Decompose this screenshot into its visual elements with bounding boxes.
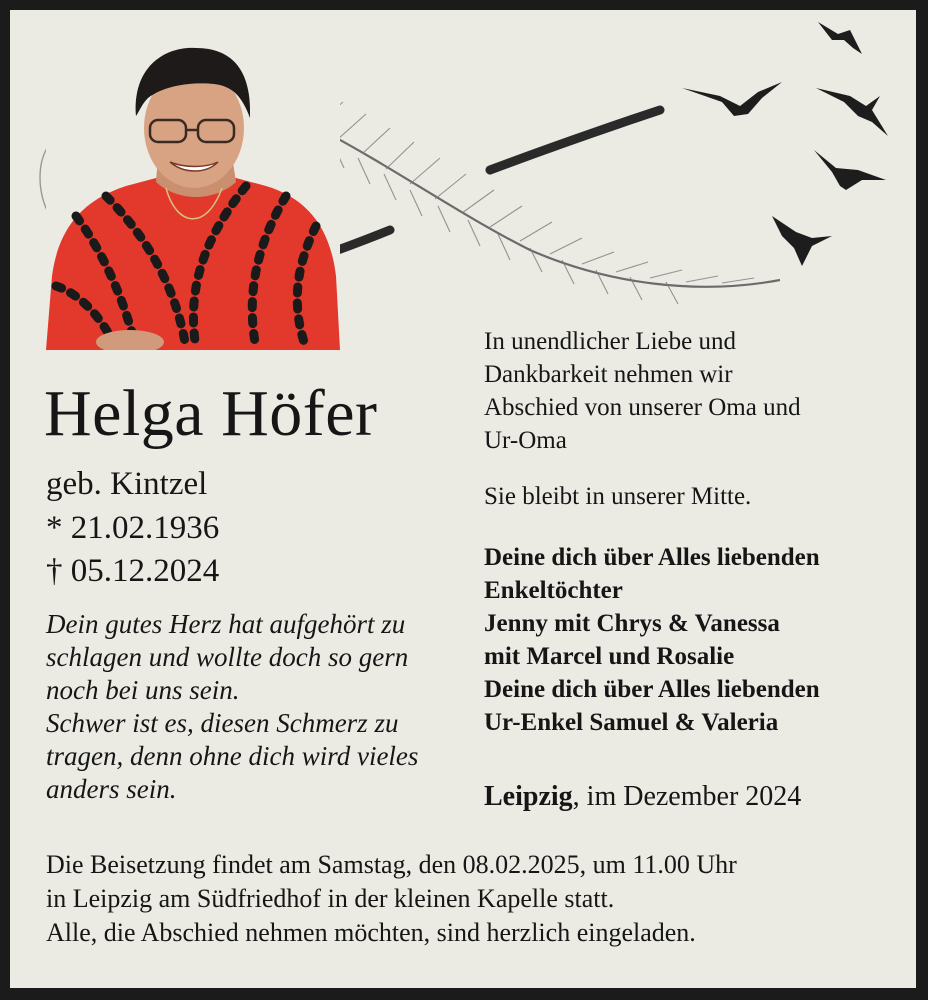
- intro-line: Abschied von unserer Oma und: [484, 394, 801, 421]
- intro-text: [484, 325, 904, 457]
- deceased-name: Helga Höfer: [44, 377, 378, 450]
- funeral-line: Alle, die Abschied nehmen möchten, sind herzlich eingeladen.: [46, 918, 696, 947]
- place-date-text: , im Dezember 2024: [572, 781, 802, 812]
- poem-line: anders sein.: [46, 774, 177, 804]
- obituary-card: [10, 10, 916, 988]
- birth-name: geb. Kintzel: [46, 466, 208, 502]
- poem-line: Schwer ist es, diesen Schmerz zu: [46, 708, 399, 738]
- birth-date: * 21.02.1936: [46, 510, 220, 546]
- bird-icon: [816, 88, 888, 136]
- family-line: Enkeltöchter: [484, 577, 623, 604]
- middle-line: Sie bleibt in unserer Mitte.: [484, 483, 752, 510]
- poem-line: Dein gutes Herz hat aufgehört zu: [46, 609, 406, 639]
- portrait-photo: [46, 36, 340, 350]
- funeral-notice: [46, 848, 906, 950]
- poem: [46, 608, 466, 806]
- family-line: Deine dich über Alles liebenden: [484, 544, 820, 571]
- poem-line: noch bei uns sein.: [46, 675, 240, 705]
- bird-icon: [814, 150, 886, 190]
- intro-line: Ur-Oma: [484, 427, 567, 454]
- intro-line: Dankbarkeit nehmen wir: [484, 361, 733, 388]
- place-date: [484, 779, 801, 815]
- bird-icon: [818, 22, 862, 54]
- family-line: mit Marcel und Rosalie: [484, 643, 735, 670]
- poem-line: tragen, denn ohne dich wird vieles: [46, 741, 419, 771]
- family-line: Deine dich über Alles liebenden: [484, 676, 820, 703]
- family-line: Jenny mit Chrys & Vanessa: [484, 610, 780, 637]
- death-date: † 05.12.2024: [46, 553, 220, 589]
- funeral-line: Die Beisetzung findet am Samstag, den 08.02.2025, um 11.00 Uhr: [46, 850, 737, 879]
- bird-icon: [772, 216, 832, 266]
- family-signature: [484, 541, 904, 739]
- poem-line: schlagen und wollte doch so gern: [46, 642, 409, 672]
- place-city: Leipzig: [484, 781, 573, 812]
- bird-icon: [682, 82, 782, 116]
- intro-line: In unendlicher Liebe und: [484, 328, 736, 355]
- funeral-line: in Leipzig am Südfriedhof in der kleinen Kapelle statt.: [46, 884, 615, 913]
- family-line: Ur-Enkel Samuel & Valeria: [484, 709, 779, 736]
